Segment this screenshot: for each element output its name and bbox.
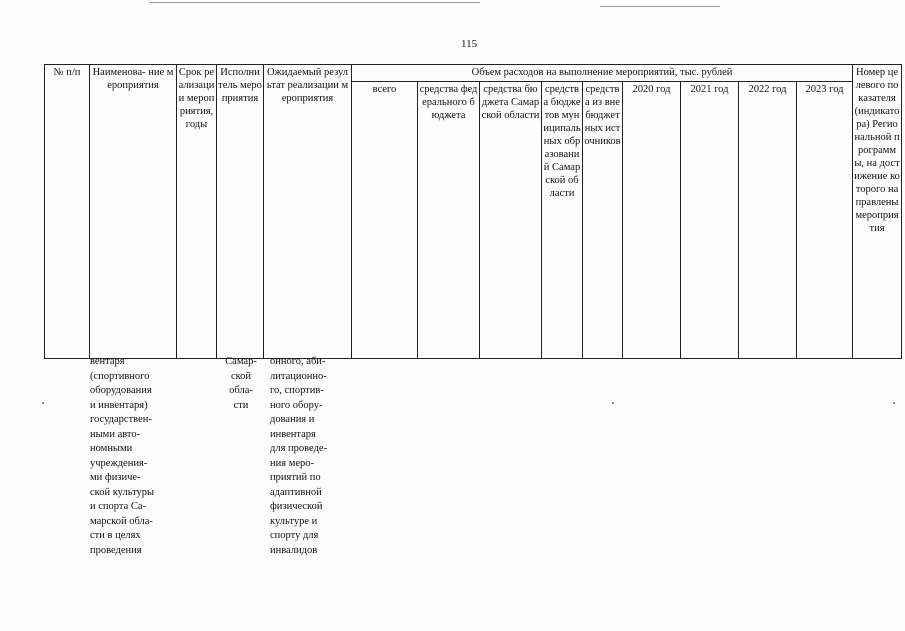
name-line: номными [90, 443, 133, 454]
scan-speck [612, 402, 614, 404]
col-federal-header: средства федерального бюджета [418, 82, 480, 359]
name-line: и инвентаря) [90, 399, 148, 411]
col-regional-header: средства бюджета Самарской области [480, 82, 542, 359]
continued-executor-text [221, 355, 261, 413]
executor-line: сти [233, 399, 249, 411]
col-indicator-header: Номер целевого показателя (индикатора) Региональной программы, на достижение которого направлены мероприятия [853, 65, 902, 359]
result-line: дования и [270, 414, 315, 425]
col-name-header: Наименова- ние мероприятия [90, 65, 177, 359]
result-line: спорту для [270, 530, 319, 541]
name-line: вентаря [90, 356, 125, 367]
name-line: оборудования [90, 385, 152, 396]
scan-artifact-line [150, 2, 480, 3]
col-expenses-header: Объем расходов на выполнение мероприятий, тыс. рублей [352, 65, 853, 82]
name-line: ными авто- [90, 428, 141, 440]
page-number: 115 [461, 38, 478, 50]
name-line: (спортивного [90, 370, 150, 382]
result-line: ния меро- [270, 457, 314, 469]
scan-speck [42, 402, 44, 404]
result-line: инвалидов [270, 544, 318, 556]
col-municipal-header: средства бюджетов муниципальных образований Самарской области [542, 82, 583, 359]
name-line: проведения [90, 544, 142, 556]
name-line: марской обла- [90, 515, 153, 527]
name-line: государствен- [90, 414, 152, 425]
expenses-table [44, 64, 901, 359]
col-executor-header: Исполнитель мероприятия [217, 65, 264, 359]
result-line: адаптивной [270, 486, 322, 498]
name-line: и спорта Са- [90, 501, 147, 512]
executor-line: обла- [229, 385, 253, 396]
result-line: инвентаря [270, 428, 316, 440]
name-line: сти в целях [90, 530, 141, 541]
executor-line: Самар- [225, 356, 257, 367]
col-2021-header: 2021 год [681, 82, 739, 359]
scan-artifact-line [600, 6, 720, 7]
result-line: онного, аби- [270, 356, 326, 367]
continued-name-text [90, 355, 174, 558]
col-2020-header: 2020 год [623, 82, 681, 359]
name-line: учреждения- [90, 457, 148, 469]
col-2022-header: 2022 год [739, 82, 797, 359]
continued-result-text [270, 355, 348, 558]
executor-line: ской [230, 370, 252, 382]
name-line: ми физиче- [90, 472, 141, 483]
col-total-header: всего [352, 82, 418, 359]
result-line: литационно- [270, 370, 327, 382]
result-line: для проведе- [270, 443, 328, 454]
name-line: ской культуры [90, 486, 155, 498]
col-2023-header: 2023 год [797, 82, 853, 359]
result-line: го, спортив- [270, 385, 324, 396]
scan-speck [893, 402, 895, 404]
col-result-header: Ожидаемый результат реализации мероприятия [264, 65, 352, 359]
col-extrabudget-header: средства из внебюджетных источников [583, 82, 623, 359]
col-number-header: № п/п [45, 65, 90, 359]
result-line: приятий по [270, 472, 321, 483]
result-line: ного обору- [270, 399, 323, 411]
result-line: культуре и [270, 515, 318, 527]
result-line: физической [270, 501, 323, 512]
col-term-header: Срок реализации мероприятия, годы [177, 65, 217, 359]
